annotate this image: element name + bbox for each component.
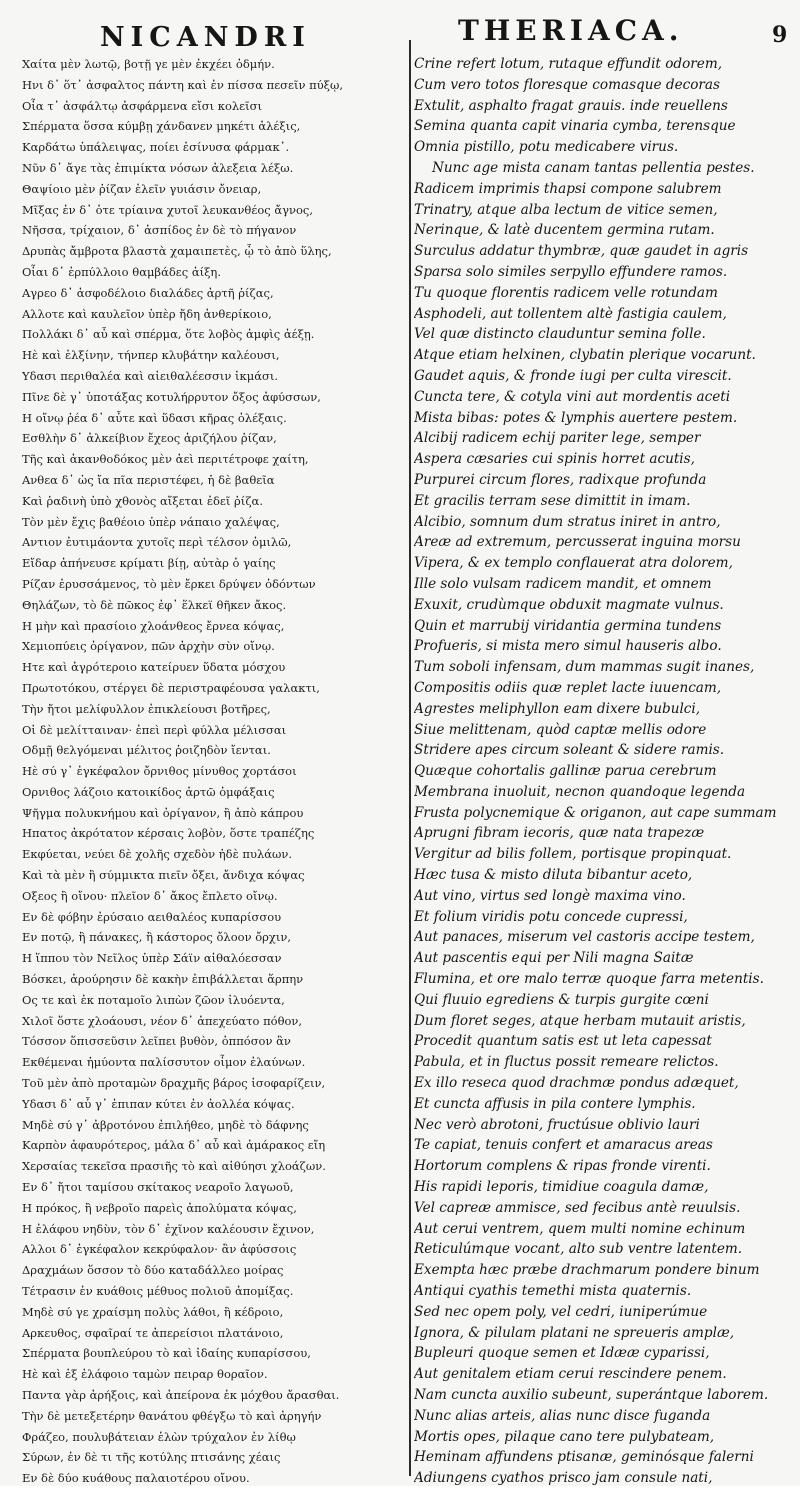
greek-verse-line: Τόσσον ὅπισσεῦσιν λεῖπει βυθὸν, ὁππόσον ἂν xyxy=(22,1034,291,1049)
greek-verse-line: Πρωτοτόκου, στέργει δὲ περιστραφέουσα γαλακτι, xyxy=(22,680,320,695)
greek-verse-line: Καρδάτω ὑπάλειψας, ποίει ἐσίνυσα φάρμακ᾽. xyxy=(22,140,290,155)
greek-verse-line: Βόσκει, ἀρούρησιν δὲ κακὴν ἐπιβάλλεται ἅρπην xyxy=(22,972,304,987)
greek-verse-line: Οδμῇ θελγόμεναι μέλιτος ῥοιζηδὸν ἴενται. xyxy=(22,743,271,758)
latin-verse-line: Antiqui cyathis temethi mista quaternis. xyxy=(414,1283,692,1300)
column-divider xyxy=(409,40,411,1476)
latin-verse-line: Vipera, & ex templo conflauerat atra dolorem, xyxy=(414,555,733,572)
latin-verse-line: Heminam affundens ptisanæ, geminósque falerni xyxy=(414,1449,754,1466)
greek-verse-line: Υδασι περιθαλέα καὶ αἰειθαλέεσσιν ἰκμάσι. xyxy=(22,368,278,383)
latin-verse-line: Cum vero totos floresque comasque decoras xyxy=(414,76,720,93)
greek-verse-line: Εν δὲ δύο κυάθους παλαιοτέρου οἴνου. xyxy=(22,1471,250,1486)
latin-verse-line: Purpurei circum flores, radixque profunda xyxy=(414,471,707,488)
right-running-head: THERIACA. xyxy=(458,14,684,47)
greek-verse-line: Ηὲ σύ γ᾽ ἐγκέφαλον ὄρνιθος μίνυθος χορτάσοι xyxy=(22,764,297,779)
latin-verse-line: Et gracilis terram sese dimittit in imam. xyxy=(414,492,691,509)
greek-verse-line: Ητε καὶ ἀγρότεροιο κατείρυεν ὕδατα μόσχου xyxy=(22,660,286,675)
greek-verse-line: Τὴν ἤτοι μελίφυλλον ἐπικλείουσι βοτῆρες, xyxy=(22,701,271,716)
latin-verse-line: Siue melittenam, quòd captæ mellis odore xyxy=(414,721,707,738)
greek-verse-line: Εν δ᾽ ἤτοι ταμίσου σκίτακος νεαροῖο λαγωοῦ, xyxy=(22,1180,294,1195)
left-running-head: NICANDRI xyxy=(100,22,311,53)
latin-verse-line: Trinatry, atque alba lectum de vitice semen, xyxy=(414,201,718,218)
greek-verse-line: Καρπὸν ἀφαυρότερος, μάλα δ᾽ αὖ καὶ ἀμάρακος εἴη xyxy=(22,1138,326,1153)
latin-verse-line: Hortorum complens & ripas fronde virenti. xyxy=(414,1158,711,1175)
greek-verse-line: Δρυπὰς ἄμβροτα βλαστὰ χαμαιπετὲς, ᾧ τὸ ἀπὸ ὕλης, xyxy=(22,244,332,259)
greek-verse-line: Χερσαίας τεκεῖσα πρασιῆς τὸ καὶ αἰθύησι χλοάζων. xyxy=(22,1159,326,1174)
greek-verse-line: Οἱ δὲ μελίτταιναν· ἐπεὶ περὶ φύλλα μέλισσαι xyxy=(22,722,287,737)
latin-verse-line: Quin et marrubij viridantia germina tundens xyxy=(414,617,722,634)
latin-verse-line: Areæ ad extremum, percusserat inguina morsu xyxy=(414,534,741,551)
latin-verse-line: Tu quoque florentis radicem velle rotundam xyxy=(414,284,718,301)
greek-verse-line: Ηὲ καὶ ἐξ ἐλάφοιο ταμὼν πειραρ θοραῖον. xyxy=(22,1367,268,1382)
greek-verse-line: Σπέρματα βουπλεύρου τὸ καὶ ἰδαίης κυπαρίσσου, xyxy=(22,1346,311,1361)
greek-verse-line: Αρκευθος, σφαῖραί τε ἀπερείσιοι πλατάνοιο, xyxy=(22,1325,284,1340)
latin-verse-line: Radicem imprimis thapsi compone salubrem xyxy=(414,180,722,197)
latin-verse-line: Gaudet aquis, & fronde iugi per culta virescit. xyxy=(414,367,732,384)
greek-verse-line: Ηπατος ἀκρότατον κέρσαις λοβὸν, ὅστε τραπέζης xyxy=(22,826,315,841)
latin-verse-line: Nunc alias arteis, alias nunc disce fuganda xyxy=(414,1407,711,1424)
latin-verse-line: Profueris, si mista mero simul hauseris albo. xyxy=(414,638,722,655)
latin-verse-line: Et folium viridis potu concede cupressi, xyxy=(414,908,688,925)
greek-verse-line: Καὶ ῥαδινὴ ὑπὸ χθονὸς αἴξεται ἐδεῖ ῥίζα. xyxy=(22,493,263,508)
greek-verse-line: Χιλοῖ ὅστε χλοάουσι, νέον δ᾽ ἀπεχεύατο πόθον, xyxy=(22,1013,303,1028)
latin-verse-line: Atque etiam helxinen, clybatin plerique vocarunt. xyxy=(414,347,756,364)
latin-translation-column xyxy=(414,54,794,1489)
latin-verse-line: Nec verò abrotoni, fructúsue oblivio lauri xyxy=(414,1116,700,1133)
greek-verse-line: Αντιον ἐυτιμάοντα χυτοῖς περὶ τέλσον ὁμιλῶ, xyxy=(22,535,292,550)
greek-verse-line: Εν ποτῷ, ἢ πάνακες, ἢ κάστορος ὄλοον ὄρχιν, xyxy=(22,930,292,945)
latin-verse-line: Adiungens cyathos prisco jam consule nati, xyxy=(414,1470,713,1487)
latin-verse-line: Alcibio, somnum dum stratus iniret in antro, xyxy=(414,513,721,530)
greek-verse-line: Παντα γὰρ ἀρήξοις, καὶ ἀπείρονα ἐκ μόχθου ἄρασθαι. xyxy=(22,1388,340,1402)
latin-verse-line: Agrestes meliphyllon eam dixere bubulci, xyxy=(414,700,701,717)
latin-verse-line: Aut panaces, miserum vel castoris accipe testem, xyxy=(414,929,755,946)
greek-verse-line: Ηὲ καὶ ἑλξίνην, τήνπερ κλυβάτην καλέουσι, xyxy=(22,348,280,363)
latin-verse-line: Aprugni fibram iecoris, quæ nata trapezæ xyxy=(414,825,705,842)
greek-verse-line: Αλλοτε καὶ καυλεῖον ὑπὲρ ἤδη ἀνθερίκοιο, xyxy=(22,306,272,321)
greek-verse-line: Τοῦ μὲν ἀπὸ προταμὼν δραχμῆς βάρος ἰσοφαρίζειν, xyxy=(22,1076,326,1091)
greek-verse-line: Νῆσσα, τρίχαιον, δ᾽ ἀσπίδος ἐν δὲ τὸ πήγανον xyxy=(22,223,297,238)
greek-verse-line: Μηδὲ σύ γε χραίσμη πολὺς λάθοι, ἢ κέδροιο, xyxy=(22,1304,284,1319)
greek-verse-line: Ος τε καὶ ἐκ ποταμοῖο λιπὼν ζῶον ἰλυόεντα, xyxy=(22,992,285,1007)
latin-verse-line: Et cuncta affusis in pila contere lymphis. xyxy=(414,1095,696,1112)
greek-text-column xyxy=(22,54,404,1489)
latin-verse-line: Aut vino, virtus sed longè maxima vino. xyxy=(414,887,686,904)
greek-verse-line: Η ἐλάφου νηδὺν, τὸν δ᾽ ἐχῖνον καλέουσιν ἔχινον, xyxy=(22,1221,315,1236)
greek-verse-line: Ρίζαν ἐρυσσάμενος, τὸ μὲν ἔρκει δρύψεν ὀδόντων xyxy=(22,576,316,591)
latin-verse-line: Extulit, asphalto fragat grauis. inde reuellens xyxy=(414,97,728,114)
latin-verse-line: Hæc tusa & misto diluta bibantur aceto, xyxy=(414,867,693,884)
latin-verse-line: Compositis odiis quæ replet lacte iuuencam, xyxy=(414,679,722,696)
latin-verse-line: Quæque cohortalis gallinæ parua cerebrum xyxy=(414,763,717,780)
latin-verse-line: Alcibij radicem echij pariter lege, semper xyxy=(414,430,701,447)
latin-verse-line: Semina quanta capit vinaria cymba, terensque xyxy=(414,118,736,135)
greek-verse-line: Αγρεο δ᾽ ἀσφοδέλοιο διαλάδες ἀρτῆ ῥίζας, xyxy=(22,285,274,300)
latin-verse-line: Sed nec opem poly, vel cedri, iuniperúmue xyxy=(414,1303,708,1320)
latin-verse-line: Bupleuri quoque semen et Idææ cyparissi, xyxy=(414,1345,710,1362)
greek-verse-line: Εκφύεται, νεύει δὲ χολῆς σχεδὸν ἠδὲ πυλάων. xyxy=(22,847,293,862)
latin-verse-line: Omnia pistillo, potu medicabere virus. xyxy=(414,139,679,156)
greek-verse-line: Ορνιθος λάζοιο κατοικίδος ἀρτῶ ὀμφάξαις xyxy=(22,784,275,799)
greek-verse-line: Εσθλὴν δ᾽ ἀλκείβιον ἔχεος ἀριζήλου ῥίζαν, xyxy=(22,431,277,446)
latin-verse-line: Mista bibas: potes & lymphis auertere pestem. xyxy=(414,409,738,426)
latin-verse-line: Ignora, & pilulam platani ne spreueris amplæ, xyxy=(414,1324,735,1341)
greek-verse-line: Υδασι δ᾽ αὖ γ᾽ ἐπιπαν κύτει ἐν ἀολλέα κόψας. xyxy=(22,1096,295,1111)
greek-verse-line: Οἷα τ᾽ ἀσφάλτῳ ἀσφάρμενα εἴσι κολεῖσι xyxy=(22,98,262,113)
greek-verse-line: Νῦν δ᾽ ἄγε τὰς ἐπιμίκτα νόσων ἀλεξεια λέξω. xyxy=(22,160,294,175)
greek-verse-line: Πολλάκι δ᾽ αὖ καὶ σπέρμα, ὅτε λοβὸς ἀμφὶς ἀέξῃ. xyxy=(22,327,315,342)
greek-verse-line: Μῖξας ἐν δ᾽ ὁτε τρίαινα χυτοῖ λευκανθέος ἄγνος, xyxy=(22,202,313,217)
greek-verse-line: Ψῆγμα πολυκνήμου καὶ ὀρίγανον, ἢ ἀπὸ κάπρου xyxy=(22,805,304,820)
greek-verse-line: Τὸν μὲν ἔχις βαθέοιο ὑπὲρ νάπαιο χαλέψας, xyxy=(22,514,280,529)
latin-verse-line: Nerinque, & latè ducentem germina rutam. xyxy=(414,222,715,239)
latin-verse-line: Ex illo reseca quod drachmæ pondus adæquet, xyxy=(414,1075,739,1092)
latin-verse-line: Nam cuncta auxilio subeunt, superántque laborem. xyxy=(414,1387,769,1403)
greek-verse-line: Εκθέμεναι ἠμύοντα παλίσσυτον οἶμον ἐλαύνων. xyxy=(22,1055,306,1070)
latin-verse-line: Nunc age mista canam tantas pellentia pestes. xyxy=(432,159,755,176)
greek-verse-line: Η μὴν καὶ πρασίοιο χλοάνθεος ἔρνεα κόψας, xyxy=(22,618,285,633)
latin-verse-line: Crine refert lotum, rutaque effundit odorem, xyxy=(414,56,723,72)
greek-verse-line: Τέτρασιν ἐν κυάθοις μέθυος πολιοῦ ἀπομίξας. xyxy=(22,1284,294,1299)
greek-verse-line: Η ἵππου τὸν Νεῖλος ὑπὲρ Σάϊν αἰθαλόεσσαν xyxy=(22,951,282,966)
greek-verse-line: Θαψίοιο μὲν ῥίζαν ἑλεῖν γυιάσιν ὄνειαρ, xyxy=(22,181,262,196)
greek-verse-line: Σύρων, ἐν δὲ τι τῆς κοτύλης πτισάνης χέαις xyxy=(22,1450,281,1465)
greek-verse-line: Εν δὲ φόβην ἐρύσαιο αειθαλέος κυπαρίσσου xyxy=(22,909,282,924)
latin-verse-line: Te capiat, tenuis confert et amaracus areas xyxy=(414,1137,713,1154)
greek-verse-line: Θηλάζων, τὸ δὲ πῶκος ἐφ᾽ ἕλκεϊ θῆκεν ἄκος. xyxy=(22,597,287,612)
latin-verse-line: Aut genitalem etiam cerui rescindere penem. xyxy=(414,1366,727,1383)
latin-verse-line: Exuxit, crudùmque obduxit magmate vulnus. xyxy=(414,596,724,613)
greek-verse-line: Χεμιοπύεις ὀρίγανον, πῶν ἀρχὴν σὺν οἴνῳ. xyxy=(22,639,275,654)
greek-verse-line: Η πρόκος, ἢ νεβροῖο παρεὶς ἀπολύματα κόψας, xyxy=(22,1200,297,1215)
latin-verse-line: Flumina, et ore malo terræ quoque farra metentis. xyxy=(414,971,764,988)
latin-verse-line: Pabula, et in fluctus possit remeare relictos. xyxy=(414,1054,719,1071)
latin-verse-line: Aut pascentis equi per Nili magna Saitæ xyxy=(414,950,694,967)
latin-verse-line: Cuncta tere, & cotyla vini aut mordentis aceti xyxy=(414,388,731,405)
greek-verse-line: Τὴν δὲ μετεξετέρην θανάτου φθέγξω τὸ καὶ ἀρηγήν xyxy=(22,1408,322,1423)
greek-verse-line: Χαίτα μὲν λωτῷ, βοτῇ γε μὲν ἐκχέει ὀδμήν. xyxy=(22,57,275,71)
latin-verse-line: Exempta hæc præbe drachmarum pondere binum xyxy=(414,1262,760,1279)
greek-verse-line: Ανθεα δ᾽ ὡς ἴα πῖα περιστέφει, ἡ δὲ βαθεῖα xyxy=(22,472,275,487)
latin-verse-line: Vel quæ distincto clauduntur semina folle. xyxy=(414,326,706,343)
latin-verse-line: Mortis opes, pilaque cano tere pulybateam, xyxy=(414,1428,715,1445)
greek-verse-line: Η οἴνῳ ῥέα δ᾽ αὖτε καὶ ὕδασι κῆρας ὀλέξαις. xyxy=(22,410,287,425)
page-number: 9 xyxy=(772,22,788,48)
latin-verse-line: Vel capreæ ammisce, sed fecibus antè reuulsis. xyxy=(414,1199,741,1216)
latin-verse-line: Aut cerui ventrem, quem multi nomine echinum xyxy=(414,1220,746,1237)
latin-verse-line: Reticulúmque vocant, alto sub ventre latentem. xyxy=(414,1241,743,1258)
greek-verse-line: Οξεος ἢ οἴνου· πλεῖον δ᾽ ἄκος ἔπλετο οἴνῳ. xyxy=(22,888,278,903)
latin-verse-line: Asphodeli, aut tollentem altè fastigia caulem, xyxy=(414,305,727,322)
latin-verse-line: Aspera cæsaries cui spinis horret acutis, xyxy=(414,451,695,468)
latin-verse-line: Dum floret seges, atque herbam mutauit aristis, xyxy=(414,1012,746,1029)
greek-verse-line: Εἴδαρ ἀπήνευσε κρίματι βίῃ, αὐτὰρ ὁ γαίης xyxy=(22,556,276,571)
latin-verse-line: Sparsa solo similes serpyllo effundere ramos. xyxy=(414,263,728,280)
latin-verse-line: Membrana inuoluit, necnon quandoque legenda xyxy=(414,783,746,800)
greek-verse-line: Ηνι δ᾽ ὅτ᾽ ἀσφαλτος πάντη καὶ ἐν πίσσα πεσεῖν πύξῳ, xyxy=(22,77,344,92)
latin-verse-line: Qui fluuio egrediens & turpis gurgite cœni xyxy=(414,991,709,1008)
latin-verse-line: Surculus addatur thymbræ, quæ gaudet in agris xyxy=(414,243,749,260)
greek-verse-line: Φράζεο, πουλυβάτειαν ἑλὼν τρύχαλον ἐν λίθῳ xyxy=(22,1429,296,1444)
greek-verse-line: Τῆς καὶ ἀκανθοδόκος μὲν ἀεὶ περιτέτροφε χαίτη, xyxy=(22,452,309,467)
latin-verse-line: Vergitur ad bilis follem, portisque propinquat. xyxy=(414,846,732,863)
greek-verse-line: Πῖνε δὲ γ᾽ ὑποτάξας κοτυλήρρυτον ὄξος ἀφύσσων, xyxy=(22,389,321,404)
greek-verse-line: Δραχμάων ὅσσον τὸ δύο καταδάλλεο μοίρας xyxy=(22,1263,284,1278)
greek-verse-line: Οἷαι δ᾽ ἑρπύλλοιο θαμβάδες ἀίξη. xyxy=(22,264,221,279)
latin-verse-line: Frusta polycnemique & origanon, aut cape summam xyxy=(414,804,777,821)
greek-verse-line: Καὶ τὰ μὲν ἢ σύμμικτα πιεῖν ὄξει, ἄνδιχα κόψας xyxy=(22,868,305,883)
latin-verse-line: Procedit quantum satis est ut leta capessat xyxy=(414,1033,712,1050)
greek-verse-line: Σπέρματα ὅσσα κύμβῃ χάνδανεν μηκέτι ἀλέξις, xyxy=(22,119,301,134)
latin-verse-line: Stridere apes circum soleant & sidere ramis. xyxy=(414,742,725,759)
greek-verse-line: Αλλοι δ᾽ ἐγκέφαλον κεκρύφαλον· ἂν ἀφύσσοις xyxy=(22,1242,297,1257)
latin-verse-line: Tum soboli infensam, dum mammas sugit inanes, xyxy=(414,659,755,676)
latin-verse-line: His rapidi leporis, timidiue coagula damæ, xyxy=(414,1179,709,1196)
latin-verse-line: Ille solo vulsam radicem mandit, et omnem xyxy=(414,575,712,592)
greek-verse-line: Μηδὲ σύ γ᾽ ἀβροτόνου ἐπιλήθεο, μηδὲ τὸ δάφνης xyxy=(22,1117,309,1132)
